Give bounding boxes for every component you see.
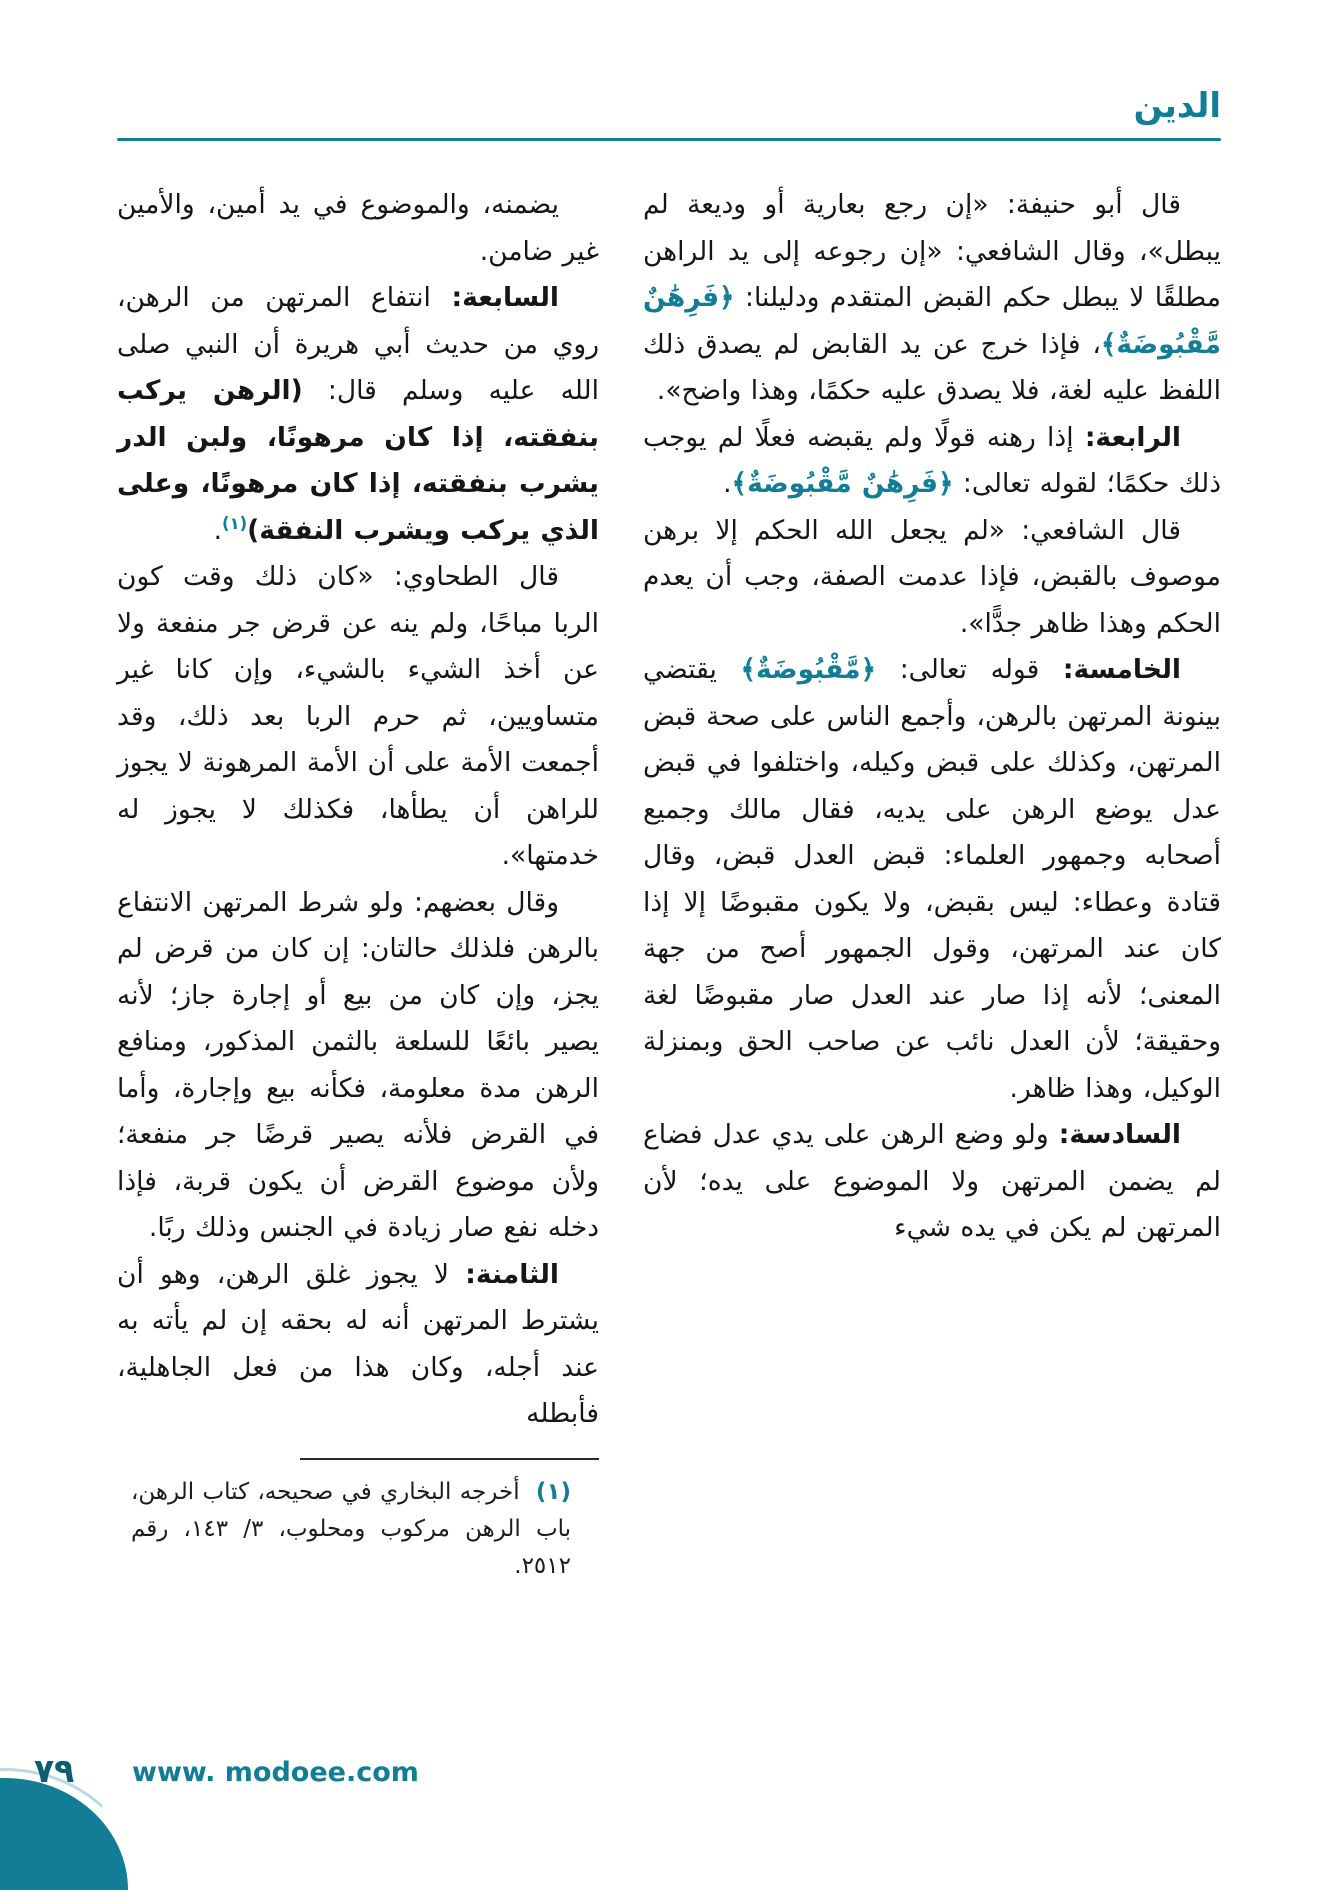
paragraph: [117, 275, 599, 554]
header-divider: [117, 138, 1221, 141]
hadith-text: (الرهن يركب بنفقته، إذا كان مرهونًا، ولبن الدر يشرب بنفقته، إذا كان مرهونًا، وعلى الذي يركب ويشرب النفقة): [117, 375, 599, 546]
two-column-body: [117, 182, 1221, 1770]
paragraph: [643, 508, 1221, 648]
quran-verse: ﴿فَرِهَٰنٌ مَّقْبُوضَةٌ﴾: [643, 282, 1221, 360]
section-heading: الثامنة:: [465, 1258, 559, 1290]
text-segment: قال الشافعي: «لم يجعل الله الحكم إلا برهن موصوف بالقبض، فإذا عدمت الصفة، وجب أن يعدم الحكم وهذا ظاهر جدًّا».: [643, 514, 1221, 639]
text-segment: لا يجوز غلق الرهن، وهو أن يشترط المرتهن أنه له بحقه إن لم يأته به عند أجله، وكان هذا من فعل الجاهلية، فأبطله: [117, 1258, 599, 1429]
section-heading: السادسة:: [1058, 1119, 1181, 1150]
left-column-text: [117, 182, 599, 1438]
text-segment: قال أبو حنيفة: «إن رجع بعارية أو وديعة لم يبطل»، وقال الشافعي: «إن رجوعه إلى يد الراهن مطلقًا لا يبطل حكم القبض المتقدم ودليلنا:: [643, 189, 1221, 313]
page-header: [117, 86, 1221, 141]
section-heading: الرابعة:: [1084, 421, 1181, 453]
text-segment: انتفاع المرتهن من الرهن، روي من حديث أبي هريرة أن النبي صلى الله عليه وسلم قال:: [117, 282, 599, 406]
right-column: [643, 182, 1221, 1770]
footnote-text: أخرجه البخاري في صحيحه، كتاب الرهن، باب الرهن مركوب ومحلوب، ٣/ ١٤٣، رقم ٢٥١٢.: [131, 1478, 572, 1579]
paragraph: [643, 182, 1221, 415]
left-column: [117, 182, 599, 1770]
paragraph: [643, 647, 1221, 1112]
quran-verse: ﴿فَرِهَٰنٌ مَّقْبُوضَةٌ﴾: [731, 468, 954, 499]
paragraph: [117, 1252, 599, 1438]
text-segment: قوله تعالى:: [876, 654, 1063, 685]
footnote-item: [117, 1474, 599, 1585]
website-link[interactable]: www. modoee.com: [132, 1757, 419, 1788]
footnote-ref: (١): [222, 513, 248, 533]
chapter-title: الدين: [1133, 86, 1221, 126]
text-segment: قال الطحاوي: «كان ذلك وقت كون الربا مباحًا، ولم ينه عن قرض جر منفعة ولا عن أخذ الشيء بالشيء، وإن كانا غير متساويين، ثم حرم الربا بعد ذلك، وقد أجمعت الأمة على أن الأمة المرهونة لا يجوز للراهن أن يطأها، فكذلك لا يجوز له خدمتها».: [117, 561, 599, 871]
section-heading: الخامسة:: [1062, 654, 1181, 685]
text-segment: إذا رهنه قولًا ولم يقبضه فعلًا لم يوجب ذلك حكمًا؛ لقوله تعالى:: [643, 421, 1221, 499]
text-segment: يضمنه، والموضوع في يد أمين، والأمين غير ضامن.: [117, 189, 599, 267]
paragraph: [117, 182, 599, 275]
corner-swoosh-decoration: [0, 1778, 128, 1890]
text-segment: وقال بعضهم: ولو شرط المرتهن الانتفاع بالرهن فلذلك حالتان: إن كان من قرض لم يجز، وإن كان من بيع أو إجارة جاز؛ لأنه يصير بائعًا للسلعة بالثمن المذكور، ومنافع الرهن مدة معلومة، فكأنه بيع وإجارة، وأما في القرض فلأنه يصير قرضًا جر منفعة؛ ولأن موضوع القرض أن يكون قربة، فإذا دخله نفع صار زيادة في الجنس وذلك ربًا.: [117, 886, 599, 1243]
paragraph: [117, 554, 599, 880]
footnote-separator: [300, 1458, 599, 1460]
paragraph: [643, 415, 1221, 508]
section-heading: السابعة:: [451, 282, 559, 313]
paragraph: [643, 1112, 1221, 1252]
text-segment: ، فإذا خرج عن يد القابض لم يصدق ذلك اللفظ عليه لغة، فلا يصدق عليه حكمًا، وهذا واضح».: [643, 328, 1221, 406]
paragraph: [117, 880, 599, 1252]
text-segment: .: [723, 468, 732, 499]
footnote-marker: (١): [535, 1478, 571, 1505]
page-number: ٧٩: [34, 1751, 75, 1790]
quran-verse: ﴿مَّقْبُوضَةٌ﴾: [740, 654, 877, 685]
text-segment: .: [213, 514, 223, 546]
text-segment: يقتضي بينونة المرتهن بالرهن، وأجمع الناس على صحة قبض المرتهن، وكذلك على قبض وكيله، واختلفوا في قبض عدل يوضع الرهن على يديه، فقال مالك وجميع أصحابه وجمهور العلماء: قبض العدل قبض، وقال قتادة وعطاء: ليس بقبض، ولا يكون مقبوضًا إلا إذا كان عند المرتهن، وقول الجمهور أصح من جهة المعنى؛ لأنه إذا صار عند العدل صار مقبوضًا لغة وحقيقة؛ لأن العدل نائب عن صاحب الحق وبمنزلة الوكيل، وهذا ظاهر.: [643, 654, 1221, 1104]
text-segment: ولو وضع الرهن على يدي عدل فضاع لم يضمن المرتهن ولا الموضوع على يده؛ لأن المرتهن لم يكن في يده شيء: [643, 1119, 1221, 1243]
